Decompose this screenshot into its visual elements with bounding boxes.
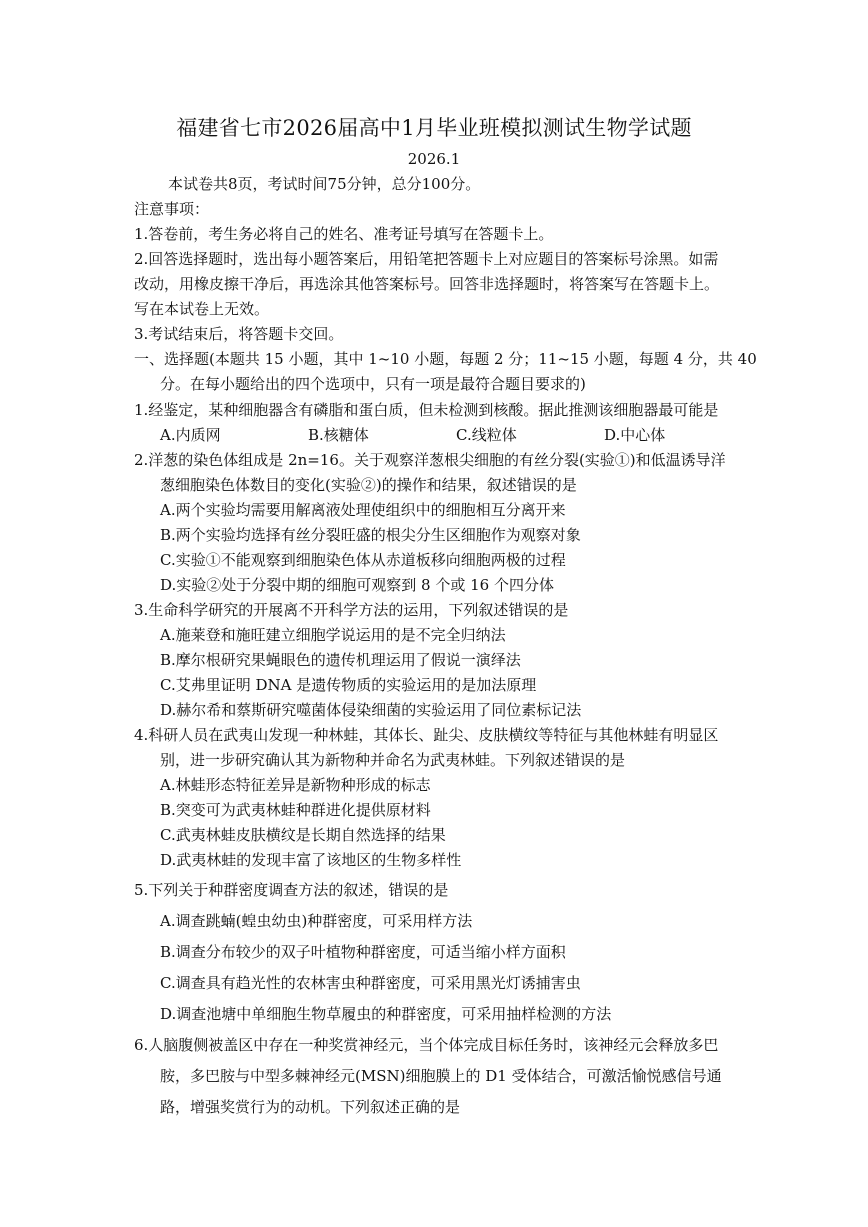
question-stem-cont: 葱细胞染色体数目的变化(实验②)的操作和结果，叙述错误的是 [160,476,577,494]
notes-heading: 注意事项： [134,200,210,218]
option: D.赫尔希和蔡斯研究噬菌体侵染细菌的实验运用了同位素标记法 [160,701,582,719]
option: C.武夷林蛙皮肤横纹是长期自然选择的结果 [160,826,446,844]
question-stem-cont: 胺，多巴胺与中型多棘神经元(MSN)细胞膜上的 D1 受体结合，可激活愉悦感信号通 [160,1067,722,1085]
option: C.调查具有趋光性的农林害虫种群密度，可采用黑光灯诱捕害虫 [160,974,581,992]
question-stem-cont: 别，进一步研究确认其为新物种并命名为武夷林蛙。下列叙述错误的是 [160,751,626,769]
option: C.线粒体 [456,426,517,444]
option: A.调查跳蝻(蝗虫幼虫)种群密度，可采用样方法 [160,912,473,930]
option: B.两个实验均选择有丝分裂旺盛的根尖分生区细胞作为观察对象 [160,526,581,544]
exam-date: 2026.1 [407,150,461,168]
option: D.中心体 [604,426,666,444]
question-stem-cont: 路，增强奖赏行为的动机。下列叙述正确的是 [160,1098,461,1116]
option-row [160,425,665,445]
section-heading: 一、选择题(本题共 15 小题，其中 1~10 小题，每题 2 分；11~15 小题，每题 4 分，共 40 [134,350,757,368]
option: B.核糖体 [308,426,369,444]
question-stem: 1.经鉴定，某种细胞器含有磷脂和蛋白质，但未检测到核酸。据此推测该细胞器最可能是 [134,401,719,419]
option: B.调查分布较少的双子叶植物种群密度，可适当缩小样方面积 [160,943,566,961]
note-item: 2.回答选择题时，选出每小题答案后，用铅笔把答题卡上对应题目的答案标号涂黑。如需 [134,250,719,268]
question-stem: 2.洋葱的染色体组成是 2n=16。关于观察洋葱根尖细胞的有丝分裂(实验①)和低温诱导洋 [134,451,726,469]
note-item: 3.考试结束后，将答题卡交回。 [134,325,344,343]
option: C.艾弗里证明 DNA 是遗传物质的实验运用的是加法原理 [160,676,537,694]
question-stem: 6.人脑腹侧被盖区中存在一种奖赏神经元，当个体完成目标任务时，该神经元会释放多巴 [134,1036,719,1054]
note-item: 改动，用橡皮擦干净后，再选涂其他答案标号。回答非选择题时，将答案写在答题卡上。 [134,275,720,293]
option: D.调查池塘中单细胞生物草履虫的种群密度，可采用抽样检测的方法 [160,1005,612,1023]
question-stem: 3.生命科学研究的开展离不开科学方法的运用，下列叙述错误的是 [134,601,569,619]
option: B.突变可为武夷林蛙种群进化提供原材料 [160,801,431,819]
option: A.内质网 [160,426,221,444]
option: C.实验①不能观察到细胞染色体从赤道板移向细胞两极的过程 [160,551,566,569]
option: D.实验②处于分裂中期的细胞可观察到 8 个或 16 个四分体 [160,576,554,594]
note-item: 1.答卷前，考生务必将自己的姓名、准考证号填写在答题卡上。 [134,225,554,243]
exam-title: 福建省七市2026届高中1月毕业班模拟测试生物学试题 [176,116,692,140]
option: A.施莱登和施旺建立细胞学说运用的是不完全归纳法 [160,626,506,644]
question-stem: 4.科研人员在武夷山发现一种林蛙，其体长、趾尖、皮肤横纹等特征与其他林蛙有明显区 [134,726,719,744]
option: A.林蛙形态特征差异是新物种形成的标志 [160,776,431,794]
section-heading-cont: 分。在每小题给出的四个选项中，只有一项是最符合题目要求的) [160,375,586,393]
option: B.摩尔根研究果蝇眼色的遗传机理运用了假说一演绎法 [160,651,521,669]
note-item: 写在本试卷上无效。 [134,300,270,318]
question-stem: 5.下列关于种群密度调查方法的叙述，错误的是 [134,881,449,899]
exam-intro: 本试卷共8页，考试时间75分钟，总分100分。 [168,175,481,193]
option: A.两个实验均需要用解离液处理使组织中的细胞相互分离开来 [160,501,566,519]
option: D.武夷林蛙的发现丰富了该地区的生物多样性 [160,851,462,869]
